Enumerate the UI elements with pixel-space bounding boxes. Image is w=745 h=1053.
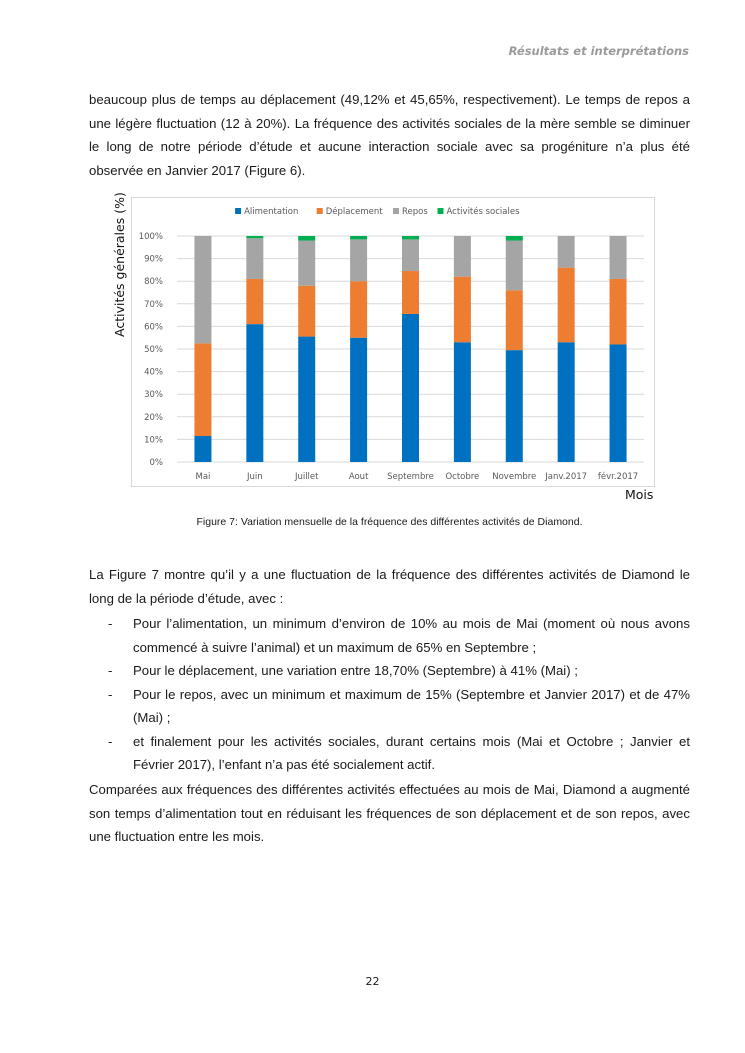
paragraph-conclusion: Comparées aux fréquences des différentes activités effectuées au mois de Mai, Diamond a augmenté son temps d’alimentation tout en réduisant les fréquences de son déplacement et de son repos, avec une fluctuation entre les mois. <box>89 782 690 844</box>
bar-segment <box>402 271 419 314</box>
bar-segment <box>298 337 315 462</box>
bar-segment <box>298 286 315 337</box>
legend-label: Déplacement <box>325 207 383 217</box>
bar-segment <box>350 281 367 338</box>
legend-swatch <box>317 208 323 214</box>
y-tick-label: 50% <box>144 345 163 355</box>
bar-segment <box>454 236 471 277</box>
bullet-item <box>89 683 690 730</box>
bullet-text: Pour le déplacement, une variation entre 18,70% (Septembre) à 41% (Mai) ; <box>133 663 578 678</box>
legend-swatch <box>438 208 444 214</box>
bar-segment <box>298 236 315 241</box>
bar-segment <box>246 238 263 279</box>
x-tick-label: Juin <box>247 472 263 482</box>
x-tick-label: Aout <box>348 472 369 482</box>
x-tick-label: Mai <box>195 472 211 482</box>
x-tick-label: Janv.2017 <box>545 472 588 482</box>
bar-segment <box>402 314 419 462</box>
bar-segment <box>454 277 471 343</box>
x-tick-label: févr.2017 <box>597 472 639 482</box>
x-tick-label: Novembre <box>492 472 537 482</box>
bar-segment <box>454 342 471 462</box>
bullet-dash: - <box>108 616 113 631</box>
bullet-list <box>89 612 690 777</box>
bullet-item <box>89 730 690 777</box>
figure-caption: Figure 7: Variation mensuelle de la fréquence des différentes activités de Diamond. <box>196 516 583 528</box>
page-number: 22 <box>365 975 380 988</box>
bar-segment <box>402 236 419 239</box>
bar-segment <box>402 239 419 271</box>
legend-swatch <box>235 208 241 214</box>
y-tick-label: 60% <box>144 322 163 333</box>
bar-segment <box>610 279 627 345</box>
bar-segment <box>610 344 627 462</box>
stacked-bar-chart <box>132 198 654 486</box>
bar-segment <box>506 350 523 462</box>
y-tick-label: 80% <box>144 277 163 288</box>
y-tick-label: 0% <box>149 458 163 468</box>
y-tick-label: 10% <box>144 435 163 446</box>
bullet-dash: - <box>108 733 113 749</box>
bullet-item <box>89 612 690 659</box>
y-tick-label: 90% <box>144 254 163 265</box>
bullet-text: Pour l’alimentation, un minimum d’environ de 10% au mois de Mai (moment où nous avons commencé à suivre l’animal) et un maximum de 65% en Septembre ; <box>133 616 690 655</box>
bar-segment <box>350 338 367 462</box>
bullet-text: Pour le repos, avec un minimum et maximum de 15% (Septembre et Janvier 2017) et de 47% (Mai) ; <box>133 686 690 725</box>
bar-segment <box>246 236 263 238</box>
bullet-dash: - <box>108 663 113 678</box>
legend-label: Activités sociales <box>446 207 520 217</box>
paragraph-figure-intro: La Figure 7 montre qu’il y a une fluctuation de la fréquence des différentes activités de Diamond le long de la période d’étude, avec : <box>89 567 690 606</box>
bullet-text: et finalement pour les activités sociales, durant certains mois (Mai et Octobre ; Janvier et Février 2017), l’enfant n’a pas été socialement actif. <box>133 733 690 772</box>
bullet-item <box>89 659 690 683</box>
bar-segment <box>558 342 575 462</box>
legend-label: Repos <box>402 207 428 217</box>
bar-segment <box>194 436 211 462</box>
bar-segment <box>506 290 523 350</box>
bar-segment <box>506 241 523 291</box>
y-tick-label: 70% <box>144 299 163 310</box>
bar-segment <box>246 279 263 324</box>
y-tick-label: 40% <box>144 367 163 378</box>
bar-segment <box>610 236 627 279</box>
paragraph-intro: beaucoup plus de temps au déplacement (49,12% et 45,65%, respectivement). Le temps de repos a une légère fluctuation (12 à 20%). La fréquence des activités sociales de la mère semble se diminuer le long de notre période d’étude et aucune interaction sociale avec sa progéniture n’a plus été observée en Janvier 2017 (Figure 6). <box>89 92 690 178</box>
x-tick-label: Octobre <box>445 472 480 482</box>
bar-segment <box>350 239 367 281</box>
bar-segment <box>298 241 315 286</box>
running-header: Résultats et interprétations <box>508 44 689 58</box>
bar-segment <box>194 236 211 343</box>
y-tick-label: 100% <box>138 232 163 242</box>
y-tick-label: 20% <box>144 412 163 423</box>
y-tick-label: 30% <box>144 390 163 401</box>
legend-swatch <box>393 208 399 214</box>
x-tick-label: Juillet <box>294 472 319 482</box>
bullet-dash: - <box>108 686 113 702</box>
bar-segment <box>194 343 211 436</box>
bar-segment <box>246 324 263 462</box>
x-tick-label: Septembre <box>387 472 434 482</box>
legend-label: Alimentation <box>244 207 299 217</box>
x-axis-title: Mois <box>625 487 654 502</box>
bar-segment <box>350 236 367 239</box>
chart-frame <box>131 197 655 487</box>
bar-segment <box>558 236 575 268</box>
bar-segment <box>558 268 575 343</box>
bar-segment <box>506 236 523 241</box>
y-axis-title: Activités générales (%) <box>112 192 127 337</box>
